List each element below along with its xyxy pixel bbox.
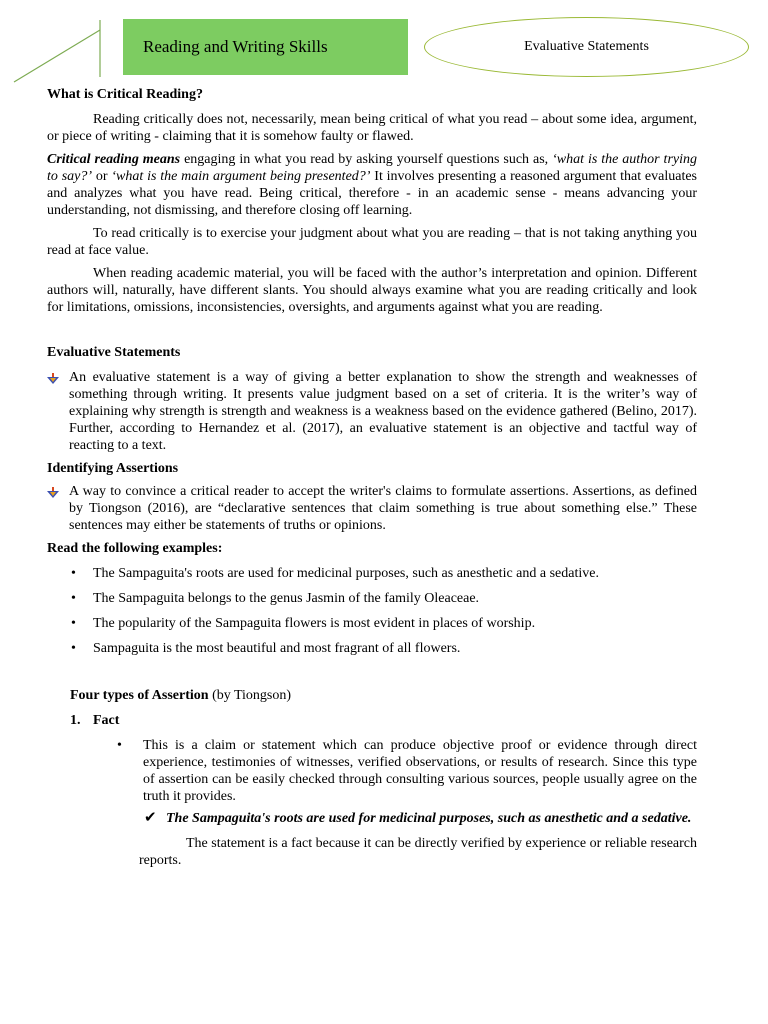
document-body (47, 86, 697, 869)
bullet-icon: • (71, 566, 76, 581)
evaluative-text: An evaluative statement is a way of giving a better explanation to show the strength and weaknesses of something through writing. It presents value judgment based on a set of criteria. It is the writer’s way of explaining why strength is strength and weakness is a weakness based on the evidence gathered (Belino, 2017). Further, according to Hernandez et al. (2017), an evaluative statement is an objective and tactful way of reacting to a text. (69, 370, 697, 453)
critical-reading-text-a: engaging in what you read by asking yourself questions such as, (180, 152, 553, 167)
fact-description-text: This is a claim or statement which can produce objective proof or evidence through direct experience, testimonies of witnesses, verified observations, or results of research. Since this type of assertion can be easily checked through consulting various sources, people usually agree on the truth it provides. (143, 738, 697, 804)
examples-heading: Read the following examples: (47, 541, 223, 556)
list-item (47, 590, 697, 607)
bullet-icon: • (71, 591, 76, 606)
critical-reading-paragraph-4: When reading academic material, you will be faced with the author’s interpretation and opinion. Different authors will, naturally, have different slants. You should always examine what you are reading critically and look for limitations, omissions, inconsistencies, oversights, and arguments against what you are reading. (47, 266, 697, 315)
fact-example-text: The Sampaguita's roots are used for medicinal purposes, such as anesthetic and a sedative. (166, 811, 692, 826)
example-text: The popularity of the Sampaguita flowers is most evident in places of worship. (93, 616, 536, 631)
types-heading-line (47, 687, 697, 704)
critical-reading-lead: Critical reading means (47, 152, 181, 167)
bullet-icon: • (117, 738, 122, 753)
critical-reading-paragraph-2 (47, 151, 697, 219)
example-text: The Sampaguita belongs to the genus Jasmin of the family Oleaceae. (93, 591, 480, 606)
fact-example (47, 810, 697, 827)
assertions-heading: Identifying Assertions (47, 461, 179, 476)
list-item (47, 615, 697, 632)
list-item (47, 565, 697, 582)
assertions-text: A way to convince a critical reader to accept the writer's claims to formulate assertions. Assertions, as defined by Tiongson (2016), are “declarative sentences that claim something is true about something else.” These sentences may either be statements of truths or opinions. (69, 484, 697, 533)
evaluative-heading: Evaluative Statements (47, 345, 181, 360)
topic-label: Evaluative Statements (524, 39, 649, 54)
example-text: Sampaguita is the most beautiful and most fragrant of all flowers. (93, 641, 461, 656)
bullet-icon: • (71, 616, 76, 631)
critical-reading-paragraph-3: To read critically is to exercise your judgment about what you are reading – that is not taking anything you read at face value. (47, 226, 697, 258)
bullet-icon: • (71, 641, 76, 656)
question-2: ‘what is the main argument being presented?’ (111, 169, 371, 184)
fact-explanation: The statement is a fact because it can be directly verified by experience or reliable research reports. (139, 836, 697, 868)
critical-reading-or: or (92, 169, 112, 184)
checkmark-icon: ✔ (144, 810, 157, 826)
assertions-bullet (47, 483, 697, 534)
critical-reading-paragraph-1: Reading critically does not, necessarily, mean being critical of what you read – about some idea, argument, or piece of writing - claiming that it is somehow faulty or flawed. (47, 112, 697, 144)
corner-decoration (0, 0, 110, 90)
list-item (47, 640, 697, 657)
critical-reading-text-b: It involves presenting a reasoned argument that evaluates and analyzes what you have read. Being critical, therefore - in an academic sense - means advancing your understanding, not dismissing, and therefore closing off learning. (47, 169, 698, 218)
header-topic-oval (424, 17, 749, 77)
arrow-bullet-icon (47, 483, 69, 503)
question-1: ‘what is the author trying to say?’ (47, 152, 697, 184)
fact-heading (47, 712, 697, 729)
critical-reading-heading: What is Critical Reading? (47, 87, 203, 102)
fact-title: Fact (93, 713, 120, 728)
types-by: (by Tiongson) (208, 688, 292, 703)
types-heading: Four types of Assertion (70, 688, 209, 703)
examples-list (47, 565, 697, 657)
example-text: The Sampaguita's roots are used for medicinal purposes, such as anesthetic and a sedative. (93, 566, 599, 581)
fact-description (47, 737, 697, 805)
header-title-box (123, 19, 408, 75)
evaluative-bullet (47, 369, 697, 454)
arrow-bullet-icon (47, 369, 69, 389)
fact-number: 1. (70, 713, 81, 728)
document-title: Reading and Writing Skills (143, 37, 328, 56)
